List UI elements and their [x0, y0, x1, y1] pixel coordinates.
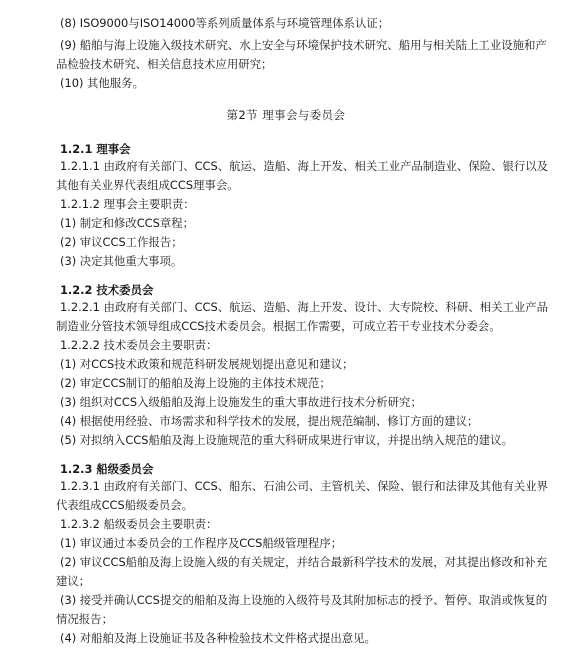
technical-committee-paragraph-1-line2: 制造业分管技术领导组成CCS技术委员会。根据工作需要，可成立若干专业技术分委会。	[56, 319, 501, 333]
list-item-10: (10) 其他服务。	[60, 76, 144, 90]
technical-committee-duty-3: (3) 组织对CCS入级船舶及海上设施发生的重大事故进行技术分析研究；	[60, 395, 422, 409]
council-duty-1: (1) 制定和修改CCS章程；	[60, 216, 195, 230]
classification-committee-duty-3-line2: 情况报告；	[56, 612, 113, 626]
council-duty-2: (2) 审议CCS工作报告；	[60, 235, 183, 249]
classification-committee-paragraph-1-line1: 1.2.3.1 由政府有关部门、CCS、船东、石油公司、主管机关、保险、银行和法律及其他有关业界	[60, 479, 549, 493]
classification-committee-duty-2-line1: (2) 审议CCS船舶及海上设施入级的有关规定，并结合最新科学技术的发展，对其提出修改和补充	[60, 555, 548, 569]
classification-committee-duty-3-line1: (3) 接受并确认CCS提交的船舶及海上设施的入级符号及其附加标志的授予、暂停、取消或恢复的	[60, 593, 548, 607]
classification-committee-heading: 1.2.3 船级委员会	[60, 462, 154, 476]
council-heading: 1.2.1 理事会	[60, 142, 131, 156]
council-paragraph-1-line2: 其他有关业界代表组成CCS理事会。	[56, 178, 239, 192]
technical-committee-duty-2: (2) 审定CCS制订的船舶及海上设施的主体技术规范；	[60, 376, 331, 390]
classification-committee-duty-4: (4) 对船舶及海上设施证书及各种检验技术文件格式提出意见。	[60, 631, 376, 645]
technical-committee-paragraph-1-line1: 1.2.2.1 由政府有关部门、CCS、航运、造船、海上开发、设计、大专院校、科研、相关工业产品	[60, 300, 549, 314]
technical-committee-duty-1: (1) 对CCS技术政策和规范科研发展规划提出意见和建议；	[60, 357, 354, 371]
technical-committee-duty-5: (5) 对拟纳入CCS船舶及海上设施规范的重大科研成果进行审议，并提出纳入规范的建议。	[60, 433, 513, 447]
technical-committee-heading: 1.2.2 技术委员会	[60, 283, 154, 297]
technical-committee-paragraph-2: 1.2.2.2 技术委员会主要职责：	[60, 338, 218, 352]
council-paragraph-1-line1: 1.2.1.1 由政府有关部门、CCS、航运、造船、海上开发、相关工业产品制造业、保险、银行以及	[60, 159, 549, 173]
technical-committee-duty-4: (4) 根据使用经验、市场需求和科学技术的发展，提出规范编制、修订方面的建议；	[60, 414, 479, 428]
classification-committee-duty-1: (1) 审议通过本委员会的工作程序及CCS船级管理程序；	[60, 536, 343, 550]
list-item-9-line1: (9) 船舶与海上设施入级技术研究、水上安全与环境保护技术研究、船用与相关陆上工业设施和产	[60, 38, 547, 52]
classification-committee-duty-2-line2: 建议；	[56, 574, 91, 588]
classification-committee-paragraph-2: 1.2.3.2 船级委员会主要职责：	[60, 517, 218, 531]
council-duty-3: (3) 决定其他重大事项。	[60, 254, 183, 268]
classification-committee-paragraph-1-line2: 代表组成CCS船级委员会。	[56, 498, 194, 512]
section-title: 第2节 理事会与委员会	[226, 108, 346, 122]
list-item-9-line2: 品检验技术研究、相关信息技术应用研究；	[56, 57, 273, 71]
list-item-8: (8) ISO9000与ISO14000等系列质量体系与环境管理体系认证；	[60, 16, 390, 30]
council-paragraph-2: 1.2.1.2 理事会主要职责：	[60, 197, 195, 211]
